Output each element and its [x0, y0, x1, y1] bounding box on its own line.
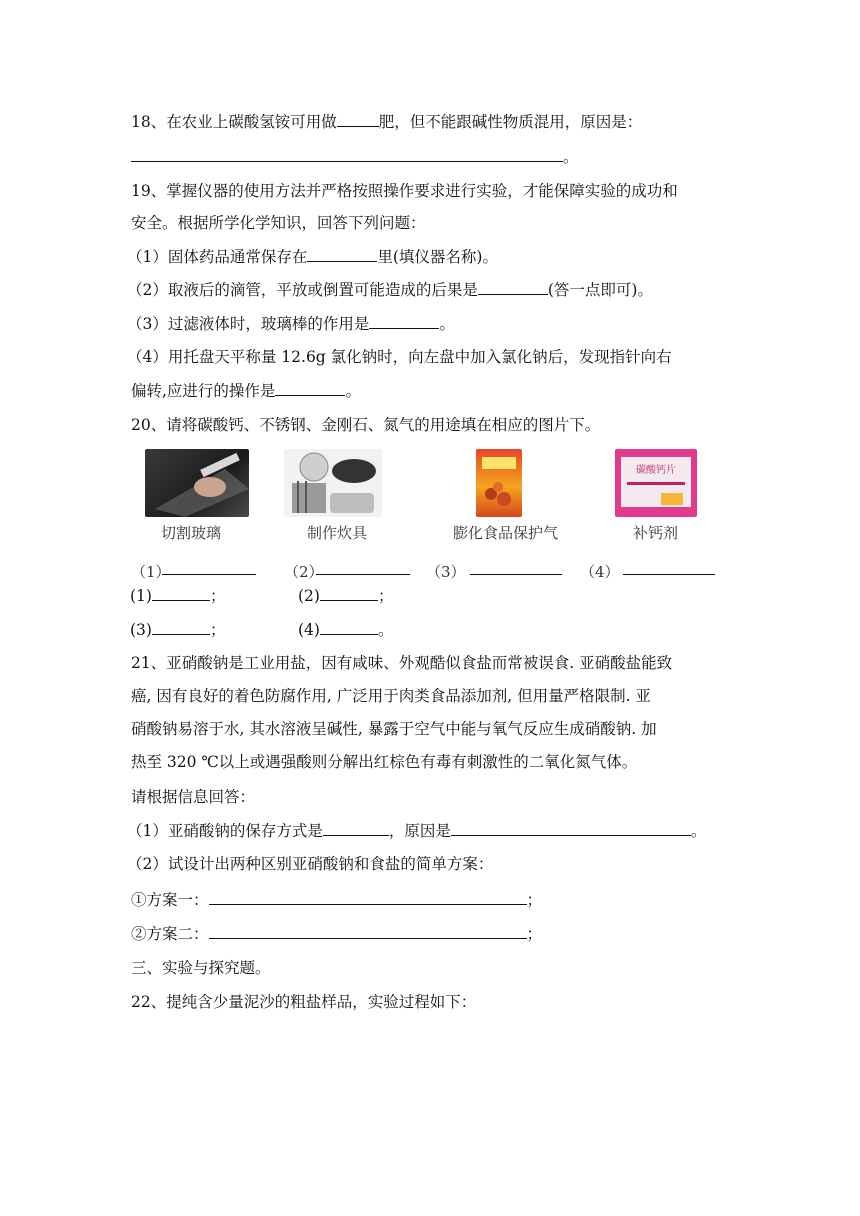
q20-a1-blank[interactable]	[152, 585, 210, 601]
q19-line2: 安全。根据所学化学知识，回答下列问题：	[131, 214, 426, 232]
q21-line4: 热至 320 ℃以上或遇强酸则分解出红棕色有毒有刺激性的二氧化氮气体。	[131, 753, 638, 771]
q20-a1-label: (1)	[130, 587, 152, 605]
q19-part2	[127, 279, 653, 301]
caption-1: 切割玻璃	[161, 524, 222, 542]
calcium-box-tag	[661, 493, 683, 505]
q20-a3-end: ；	[209, 621, 226, 639]
pic-answer-blank-3[interactable]	[470, 574, 562, 575]
q21-line5: 请根据信息回答：	[131, 788, 256, 806]
calcium-box-label-area	[621, 457, 691, 507]
q19-p4-text: 偏转,应进行的操作是	[131, 382, 276, 400]
q21-line1: 21、亚硝酸钠是工业用盐，因有咸味、外观酷似食盐而常被误食. 亚硝酸盐能致	[131, 654, 673, 672]
q19-p3-text: （3）过滤液体时，玻璃棒的作用是	[127, 315, 370, 333]
q20-a2-blank[interactable]	[320, 585, 378, 601]
q20-a3-label: (3)	[130, 621, 152, 639]
glass-cutter-illustration	[145, 449, 249, 517]
q21-line2: 癌, 因有良好的着色防腐作用, 广泛用于肉类食品添加剂, 但用量严格限制. 亚	[131, 687, 651, 705]
q20-a2-end: ；	[377, 587, 394, 605]
caption-2: 制作炊具	[307, 524, 368, 542]
q19-p2-text: （2）取液后的滴管，平放或倒置可能造成的后果是	[127, 281, 478, 299]
q19-p2-blank[interactable]	[478, 279, 548, 295]
q21-plan2-end: ；	[526, 925, 543, 943]
q21-p1-text: （1）亚硝酸钠的保存方式是	[127, 822, 323, 840]
section3-heading: 三、实验与探究题。	[131, 959, 271, 977]
q20-a4-blank[interactable]	[320, 619, 378, 635]
pic-answer-label-1: （1）	[131, 563, 171, 581]
q21-p1-blank-2[interactable]	[451, 820, 691, 836]
cookware-image	[284, 449, 382, 517]
q18-text-a: 18、在农业上碳酸氢铵可用做	[131, 113, 337, 131]
pic-answer-blank-4[interactable]	[623, 574, 715, 575]
q20-stem: 20、请将碳酸钙、不锈钢、金刚石、氮气的用途填在相应的图片下。	[131, 416, 601, 434]
pic-answer-label-3: （3）	[426, 563, 466, 581]
pic-answer-blank-2[interactable]	[316, 574, 410, 575]
q22-stem: 22、提纯含少量泥沙的粗盐样品，实验过程如下：	[131, 993, 477, 1011]
q20-a1-end: ；	[209, 587, 226, 605]
q18-text-b: 肥，但不能跟碱性物质混用，原因是：	[378, 113, 643, 131]
q19-p4-end: 。	[345, 382, 361, 400]
snack-bag-illustration	[476, 449, 522, 517]
pic-answer-label-4: （4）	[580, 563, 620, 581]
q21-plan1-end: ；	[526, 891, 543, 909]
caption-4: 补钙剂	[633, 524, 679, 542]
q20-answer-1	[130, 585, 225, 607]
q19-p3-blank[interactable]	[369, 313, 439, 329]
q20-answer-4	[298, 619, 393, 641]
q19-p4-blank[interactable]	[275, 380, 345, 396]
q19-part4-line1: （4）用托盘天平称量 12.6g 氯化钠时，向左盘中加入氯化钠后，发现指针向右	[127, 348, 672, 366]
q19-line1: 19、掌握仪器的使用方法并严格按照操作要求进行实验，才能保障实验的成功和	[131, 182, 678, 200]
caption-3: 膨化食品保护气	[453, 524, 559, 542]
q21-plan1-label: ①方案一：	[131, 891, 209, 909]
q19-p1-text: （1）固体药品通常保存在	[127, 248, 308, 266]
q19-p1-blank[interactable]	[307, 246, 377, 262]
q19-p3-end: 。	[439, 315, 455, 333]
glass-cutting-image	[145, 449, 249, 517]
q19-part4-line2	[131, 380, 361, 402]
q18-line2	[131, 146, 579, 168]
q20-answer-3	[130, 619, 225, 641]
q18-line1	[131, 111, 642, 133]
q21-part1	[127, 820, 706, 842]
q18-blank-2[interactable]	[131, 146, 563, 162]
calcium-tablet-box-image	[615, 449, 697, 517]
q19-p1-end: 里(填仪器名称)。	[377, 248, 498, 266]
q19-p2-end: (答一点即可)。	[547, 281, 653, 299]
calcium-box-label: 碳酸钙片	[636, 465, 676, 476]
q19-part3	[127, 313, 455, 335]
q19-part1	[127, 246, 498, 268]
pic-answer-label-2: （2）	[284, 563, 324, 581]
q20-a2-label: (2)	[298, 587, 320, 605]
q21-p1-text-b: ，原因是	[388, 822, 451, 840]
q20-a4-end: 。	[377, 621, 394, 639]
snack-bag-image	[476, 449, 522, 517]
q21-p1-end: 。	[690, 822, 707, 840]
q20-a4-label: (4)	[298, 621, 320, 639]
q21-plan2-blank[interactable]	[209, 923, 527, 939]
q21-plan2	[131, 923, 542, 945]
q20-answer-2	[298, 585, 393, 607]
q21-plan2-label: ②方案二：	[131, 925, 209, 943]
q21-plan1	[131, 889, 542, 911]
q21-part2: （2）试设计出两种区别亚硝酸钠和食盐的简单方案：	[127, 855, 494, 873]
q21-line3: 硝酸钠易溶于水, 其水溶液呈碱性, 暴露于空气中能与氧气反应生成硝酸钠. 加	[131, 720, 657, 738]
q21-plan1-blank[interactable]	[209, 889, 527, 905]
cookware-illustration	[284, 449, 382, 517]
q18-end: 。	[563, 148, 579, 166]
q18-blank-1[interactable]	[337, 111, 379, 127]
q20-a3-blank[interactable]	[152, 619, 210, 635]
calcium-box-stripe	[627, 482, 685, 485]
pic-answer-blank-1[interactable]	[162, 574, 256, 575]
q21-p1-blank-1[interactable]	[323, 820, 389, 836]
